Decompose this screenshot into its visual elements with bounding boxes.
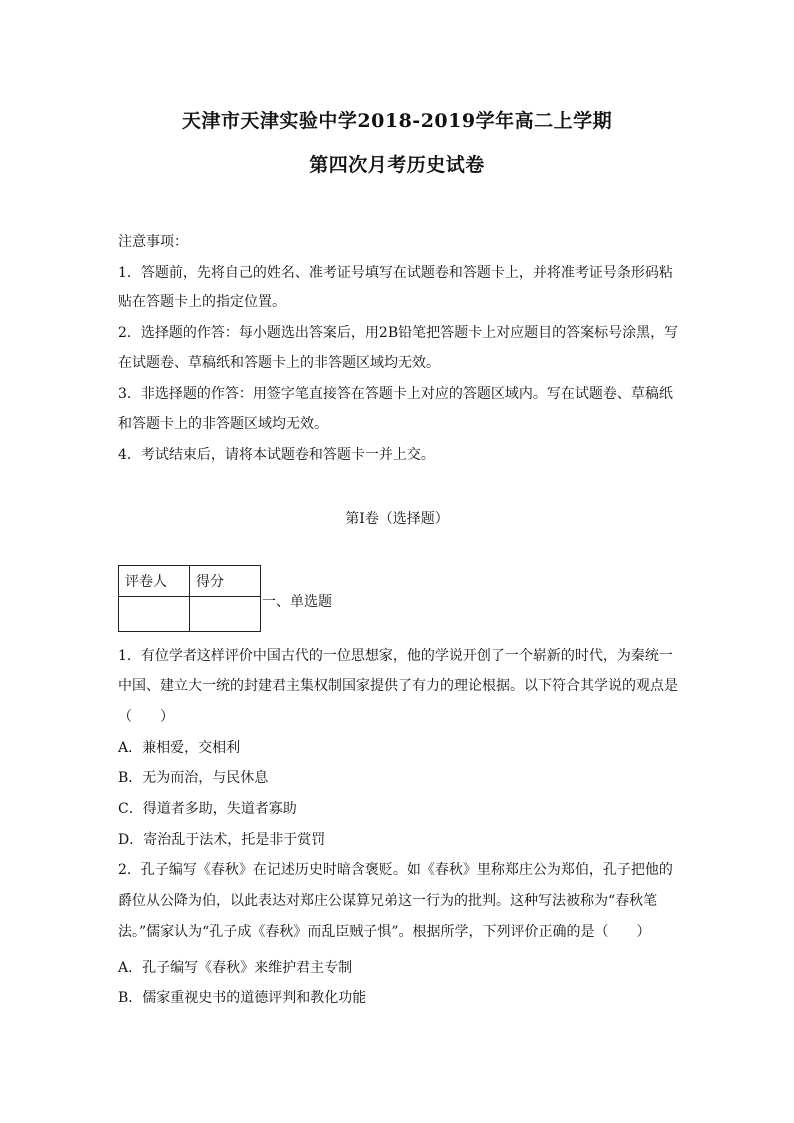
notice-line: 在试题卷、草稿纸和答题卡上的非答题区域均无效。 — [118, 355, 440, 371]
section-title: 一、单选题 — [262, 594, 332, 610]
score-table-header-grader: 评卷人 — [119, 566, 190, 597]
question-1-line: （ ） — [118, 709, 174, 725]
score-table-cell-grader — [119, 597, 190, 632]
notice-line: 1．答题前，先将自己的姓名、准考证号填写在试题卷和答题卡上，并将准考证号条形码粘 — [118, 265, 673, 281]
notice-line: 和答题卡上的非答题区域均无效。 — [118, 416, 328, 432]
notice-line: 3．非选择题的作答：用签字笔直接答在答题卡上对应的答题区域内。写在试题卷、草稿纸 — [118, 386, 673, 402]
notice-line: 贴在答题卡上的指定位置。 — [118, 294, 286, 310]
question-2-line: 爵位从公降为伯，以此表达对郑庄公谋算兄弟这一行为的批判。这种写法被称为“春秋笔 — [118, 893, 658, 909]
notice-line: 4．考试结束后，请将本试题卷和答题卡一并上交。 — [118, 447, 435, 463]
notice-heading: 注意事项： — [118, 234, 188, 250]
score-table-cell-score — [190, 597, 261, 632]
question-2-line: 法。”儒家认为“孔子成《春秋》而乱臣贼子惧”。根据所学，下列评价正确的是（ ） — [118, 924, 651, 940]
exam-title-line-2: 第四次月考历史试卷 — [309, 154, 485, 176]
part-title: 第I卷（选择题） — [345, 511, 449, 527]
notice-line: 2．选择题的作答：每小题选出答案后，用2B铅笔把答题卡上对应题目的答案标号涂黑，写 — [118, 325, 679, 341]
question-2-line: 2．孔子编写《春秋》在记述历史时暗含褒贬。如《春秋》里称郑庄公为郑伯，孔子把他的 — [118, 862, 673, 878]
question-1-option-d: D．寄治乱于法术，托是非于赏罚 — [118, 832, 326, 848]
question-1-option-a: A．兼相爱，交相利 — [118, 740, 241, 756]
question-1-option-b: B．无为而治，与民休息 — [118, 770, 269, 786]
score-table — [118, 565, 261, 632]
question-2-option-b: B．儒家重视史书的道德评判和教化功能 — [118, 990, 367, 1006]
question-2-option-a: A．孔子编写《春秋》来维护君主专制 — [118, 960, 353, 976]
question-1-line: 中国、建立大一统的封建君主集权制国家提供了有力的理论根据。以下符合其学说的观点是 — [118, 678, 678, 694]
question-1-line: 1．有位学者这样评价中国古代的一位思想家，他的学说开创了一个崭新的时代，为秦统一 — [118, 648, 673, 664]
exam-title-line-1: 天津市天津实验中学2018-2019学年高二上学期 — [181, 110, 613, 132]
question-1-option-c: C．得道者多助，失道者寡助 — [118, 801, 297, 817]
score-table-header-score: 得分 — [190, 566, 261, 597]
